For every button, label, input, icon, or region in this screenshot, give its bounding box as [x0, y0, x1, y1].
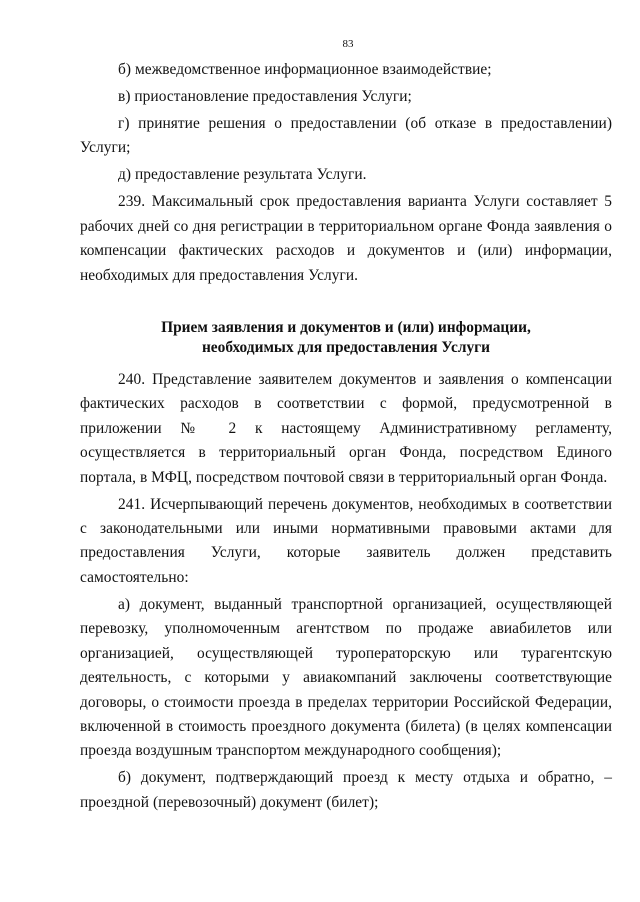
- paragraph-item-d: д) предоставление результата Услуги.: [118, 166, 367, 184]
- paragraph-239: 239. Максимальный срок предоставления варианта Услуги составляет 5 рабочих дней со дня регистрации в территориальном органе Фонда заявления о компенсации фактических расходов и документов и (или) информации, необходимых для предоставления Услуги.: [80, 193, 612, 284]
- paragraph-240: 240. Представление заявителем документов и заявления о компенсации фактических расходов в соответствии с формой, предусмотренной в приложении № 2 к настоящему Административному регламенту, осуществляется в территориальный орган Фонда, посредством Единого портала, в МФЦ, посредством почтовой связи в территориальный орган Фонда.: [80, 371, 612, 486]
- paragraph-241-b: б) документ, подтверждающий проезд к месту отдыха и обратно, – проездной (перевозочный) документ (билет);: [80, 769, 612, 811]
- paragraph-item-b: б) межведомственное информационное взаимодействие;: [118, 61, 492, 78]
- page-number: 83: [342, 38, 354, 50]
- paragraph-241: 241. Исчерпывающий перечень документов, необходимых в соответствии с законодательными или иными нормативными правовыми актами для предоставления Услуги, которые заявитель должен представить самостоятельно:: [80, 495, 612, 586]
- section-heading: [80, 318, 612, 358]
- paragraph-item-v: в) приостановление предоставления Услуги;: [118, 88, 412, 105]
- paragraph-241-a: а) документ, выданный транспортной организацией, осуществляющей перевозку, уполномоченным агентством по продаже авиабилетов или организацией, осуществляющей туроператорскую или турагентскую деятельность, с которыми у авиакомпаний заключены соответствующие договоры, о стоимости проезда в пределах территории Российской Федерации, включенной в стоимость проездного документа (билета) (в целях компенсации проезда воздушным транспортом международного сообщения);: [80, 595, 612, 760]
- section-heading-line1: Прием заявления и документов и (или) информации,: [161, 319, 531, 337]
- section-heading-line2: необходимых для предоставления Услуги: [201, 339, 491, 357]
- document-body: [80, 58, 612, 818]
- paragraph-item-g: г) принятие решения о предоставлении (об отказе в предоставлении) Услуги;: [80, 115, 612, 157]
